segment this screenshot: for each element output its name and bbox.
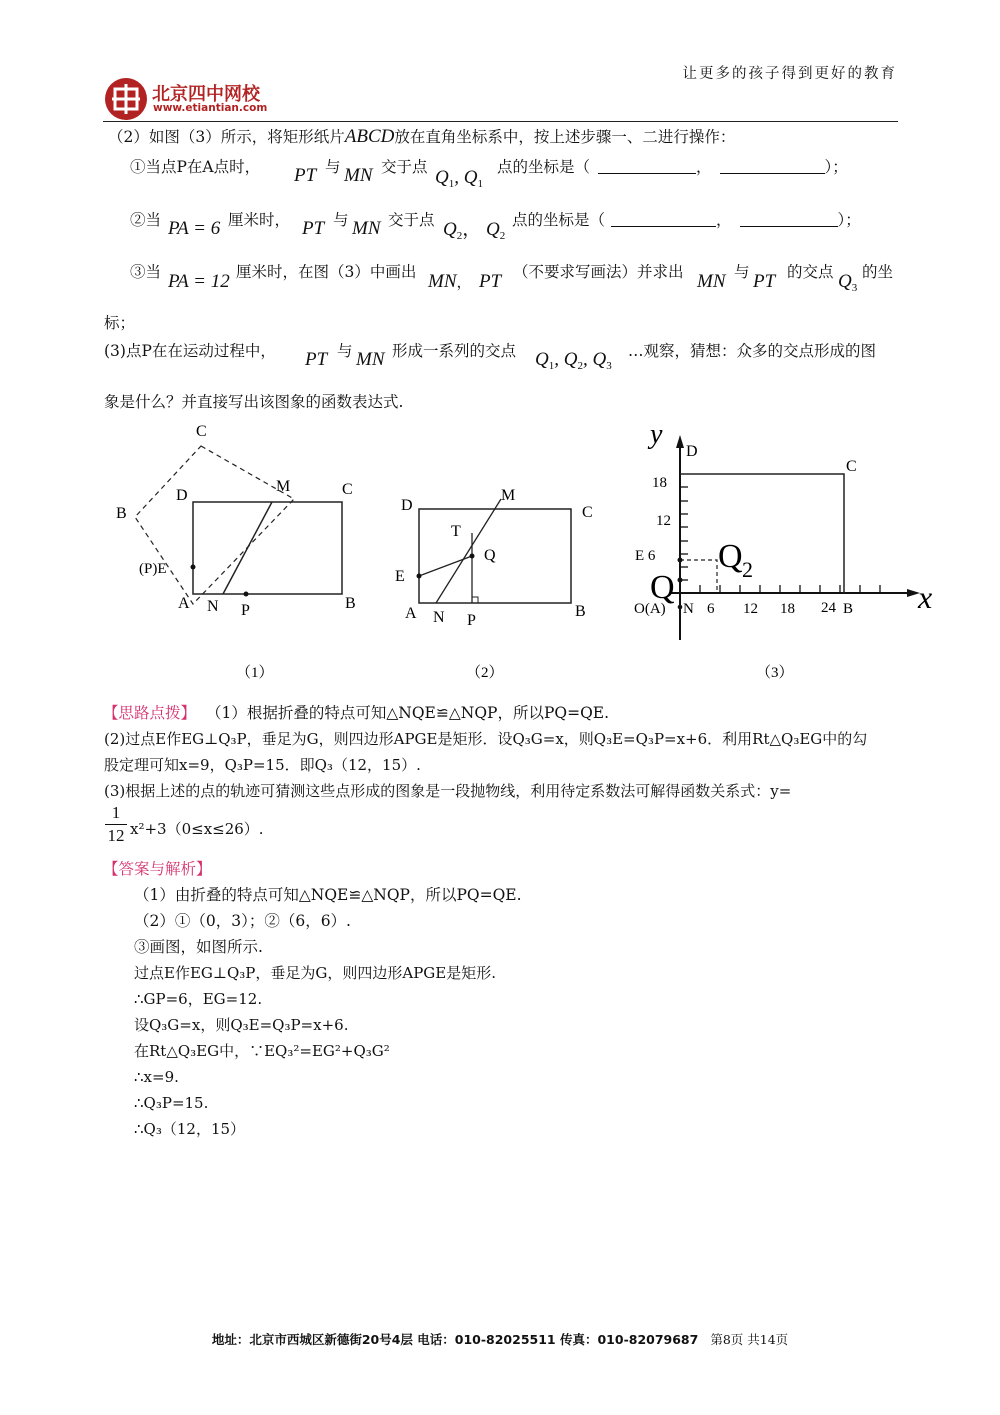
label-m: M [501, 487, 516, 504]
item3-e: 的坐 [862, 263, 894, 281]
item1-with: 与 [325, 158, 341, 176]
point-e [417, 574, 422, 579]
point-q [470, 554, 475, 559]
answer-l10: ∴Q₃（12，15） [134, 1120, 246, 1138]
point-p [244, 592, 249, 597]
part3-b: 形成一系列的交点 [392, 342, 517, 360]
label-b2: B [345, 595, 356, 612]
part3-pt: PT [305, 349, 328, 370]
answer-blank[interactable] [740, 212, 838, 227]
label-c: C [582, 504, 593, 521]
answer-blank[interactable] [611, 212, 716, 227]
label-q-big: Q [650, 569, 675, 606]
figure-1 [100, 415, 380, 695]
item2-b: 厘米时， [228, 211, 291, 229]
hint-line3: 股定理可知x=9，Q₃P=15．即Q₃（12，15）. [104, 756, 421, 774]
label-e-6: E 6 [635, 548, 656, 564]
tick-label-12: 12 [656, 513, 671, 529]
item3-f: 标； [104, 314, 136, 332]
figure-3 [630, 415, 950, 695]
label-b: B [575, 603, 586, 620]
item3-b: 厘米时，在图（3）中画出 [236, 263, 417, 281]
item2-pa: PA = 6 [168, 218, 221, 239]
right-angle-mark [472, 597, 478, 603]
answer-l8: ∴x=9. [134, 1068, 179, 1086]
item2-with: 与 [333, 211, 349, 229]
label-a: A [178, 595, 190, 612]
tick-label-6: 6 [707, 601, 715, 617]
label-d: D [176, 487, 188, 504]
item2-pt: PT [302, 218, 325, 239]
item3-pt2: PT [753, 271, 776, 292]
label-n: N [433, 609, 445, 626]
label-e: E [395, 568, 405, 585]
label-m: M [276, 478, 291, 495]
y-ticks [680, 487, 688, 580]
point-n [678, 605, 683, 610]
label-a: A [405, 605, 417, 622]
logo-icon [103, 76, 149, 122]
answer-l6: 设Q₃G=x，则Q₃E=Q₃P=x+6. [134, 1016, 349, 1034]
logo-text: 北京四中网校 [152, 84, 260, 105]
part3-mn: MN [356, 349, 385, 370]
item3-with: 与 [734, 263, 750, 281]
hint-fraction [105, 803, 127, 846]
hint-line5: x²+3（0≤x≤26）. [130, 820, 264, 838]
logo-url: www.etiantian.com [153, 102, 268, 114]
tick-label-24: 24 [821, 600, 836, 616]
item3-c: （不要求写画法）并求出 [513, 263, 684, 281]
item3-d: 的交点 [787, 263, 834, 281]
answer-l7: 在Rt△Q₃EG中，∵EQ₃²=EG²+Q₃G² [134, 1042, 390, 1060]
label-c: C [846, 458, 857, 475]
part3-a: (3)点P在在运动过程中， [104, 342, 276, 360]
label-q: Q [484, 547, 496, 564]
item1-coord: 点的坐标是（ ， ）； [497, 158, 848, 176]
item2-mn: MN [352, 218, 381, 239]
part3-q: $Q_1$, $Q_2$, $Q_3$ [535, 349, 612, 372]
item1-mn: MN [344, 165, 373, 186]
item3-a: ③当 [130, 263, 162, 281]
hint-line4: (3)根据上述的点的轨迹可猜测这些点形成的图象是一段抛物线，利用待定系数法可解得函数关系式：y= [104, 782, 792, 800]
q2-guides [680, 560, 717, 593]
hint-line2: (2)过点E作EG⊥Q₃P，垂足为G，则四边形APGE是矩形．设Q₃G=x，则Q₃E=Q₃P=x+6．利用Rt△Q₃EG中的勾 [104, 730, 868, 748]
line-eq [419, 556, 472, 576]
hint-line1: （1）根据折叠的特点可知△NQE≌△NQP，所以PQ=QE. [206, 704, 610, 722]
label-y: y [650, 419, 663, 450]
item1-b: 交于点 [381, 158, 428, 176]
item2-c: 交于点 [388, 211, 435, 229]
header [0, 0, 1000, 125]
item1: ①当点P在A点时， [130, 158, 261, 176]
label-x: x [918, 579, 933, 615]
footer-address: 地址：北京市西城区新德街20号4层 电话：010-82025511 传真：010-82079687 [211, 1332, 699, 1347]
tick-label-18x: 18 [780, 601, 795, 617]
label-d: D [401, 497, 413, 514]
crease-mn [223, 502, 272, 594]
part3-c: …观察，猜想：众多的交点形成的图 [628, 342, 877, 360]
part2-intro: （2）如图（3）所示，将矩形纸片ABCD放在直角坐标系中，按上述步骤一、二进行操作： [108, 126, 736, 147]
answer-l5: ∴GP=6，EG=12. [134, 990, 263, 1008]
point-e [678, 558, 683, 563]
header-rule [103, 121, 898, 122]
fraction-denominator: 12 [107, 826, 125, 845]
item3-mn: MN， [428, 271, 472, 292]
point-e [191, 565, 196, 570]
header-slogan: 让更多的孩子得到更好的教育 [682, 66, 897, 82]
item2-coord: 点的坐标是（ ， ）； [512, 211, 861, 229]
figure-2 [390, 480, 610, 695]
footer [0, 1330, 1000, 1348]
folded-rect-dashed [135, 446, 294, 604]
item1-q: $Q_1$, $Q_1$ [435, 167, 483, 190]
part3-with: 与 [337, 342, 353, 360]
hint-title: 【思路点拨】 [103, 704, 197, 722]
label-q2: Q [718, 538, 743, 575]
label-t: T [451, 523, 461, 540]
answer-l3: ③画图，如图所示. [134, 938, 263, 956]
item3-pa: PA = 12 [168, 271, 230, 292]
rect-dcb [680, 474, 844, 593]
y-axis-arrow [676, 435, 684, 448]
figure-2-caption: （2） [466, 665, 504, 681]
label-p: P [467, 612, 476, 629]
item1-pt: PT [294, 165, 317, 186]
label-c-top: C [196, 423, 207, 440]
item3-mn2: MN [697, 271, 726, 292]
answer-title: 【答案与解析】 [103, 860, 212, 878]
part3-d: 象是什么？并直接写出该图象的函数表达式. [104, 393, 404, 411]
label-p: P [241, 602, 250, 619]
item2-a: ②当 [130, 211, 162, 229]
figure-1-caption: （1） [236, 665, 274, 681]
figure-3-caption: （3） [756, 665, 794, 681]
label-n: N [207, 598, 219, 615]
label-n: N [683, 601, 694, 617]
label-origin: O(A) [634, 601, 666, 617]
tick-label-18: 18 [652, 475, 667, 491]
item3-q: $Q_3$ [838, 271, 858, 294]
label-b: B [843, 601, 854, 617]
answer-blank[interactable] [720, 159, 825, 174]
x-ticks [700, 585, 880, 593]
item3-pt: PT [479, 271, 502, 292]
answer-l9: ∴Q₃P=15. [134, 1094, 209, 1112]
label-p-e: (P)E [139, 561, 167, 577]
point-q1 [678, 578, 683, 583]
label-d: D [686, 443, 698, 460]
answer-blank[interactable] [598, 159, 696, 174]
footer-page: 第8页 共14页 [710, 1332, 789, 1347]
label-c: C [342, 481, 353, 498]
label-q2-sub: 2 [742, 557, 753, 582]
item2-q: $Q_2$， $Q_2$ [443, 219, 506, 242]
fraction-numerator: 1 [111, 803, 121, 822]
label-b: B [116, 505, 127, 522]
answer-l1: （1）由折叠的特点可知△NQE≌△NQP，所以PQ=QE. [134, 886, 522, 904]
tick-label-12x: 12 [743, 601, 758, 617]
answer-l2: （2）①（0，3）；②（6，6）. [134, 912, 351, 930]
answer-l4: 过点E作EG⊥Q₃P，垂足为G，则四边形APGE是矩形. [134, 964, 497, 982]
